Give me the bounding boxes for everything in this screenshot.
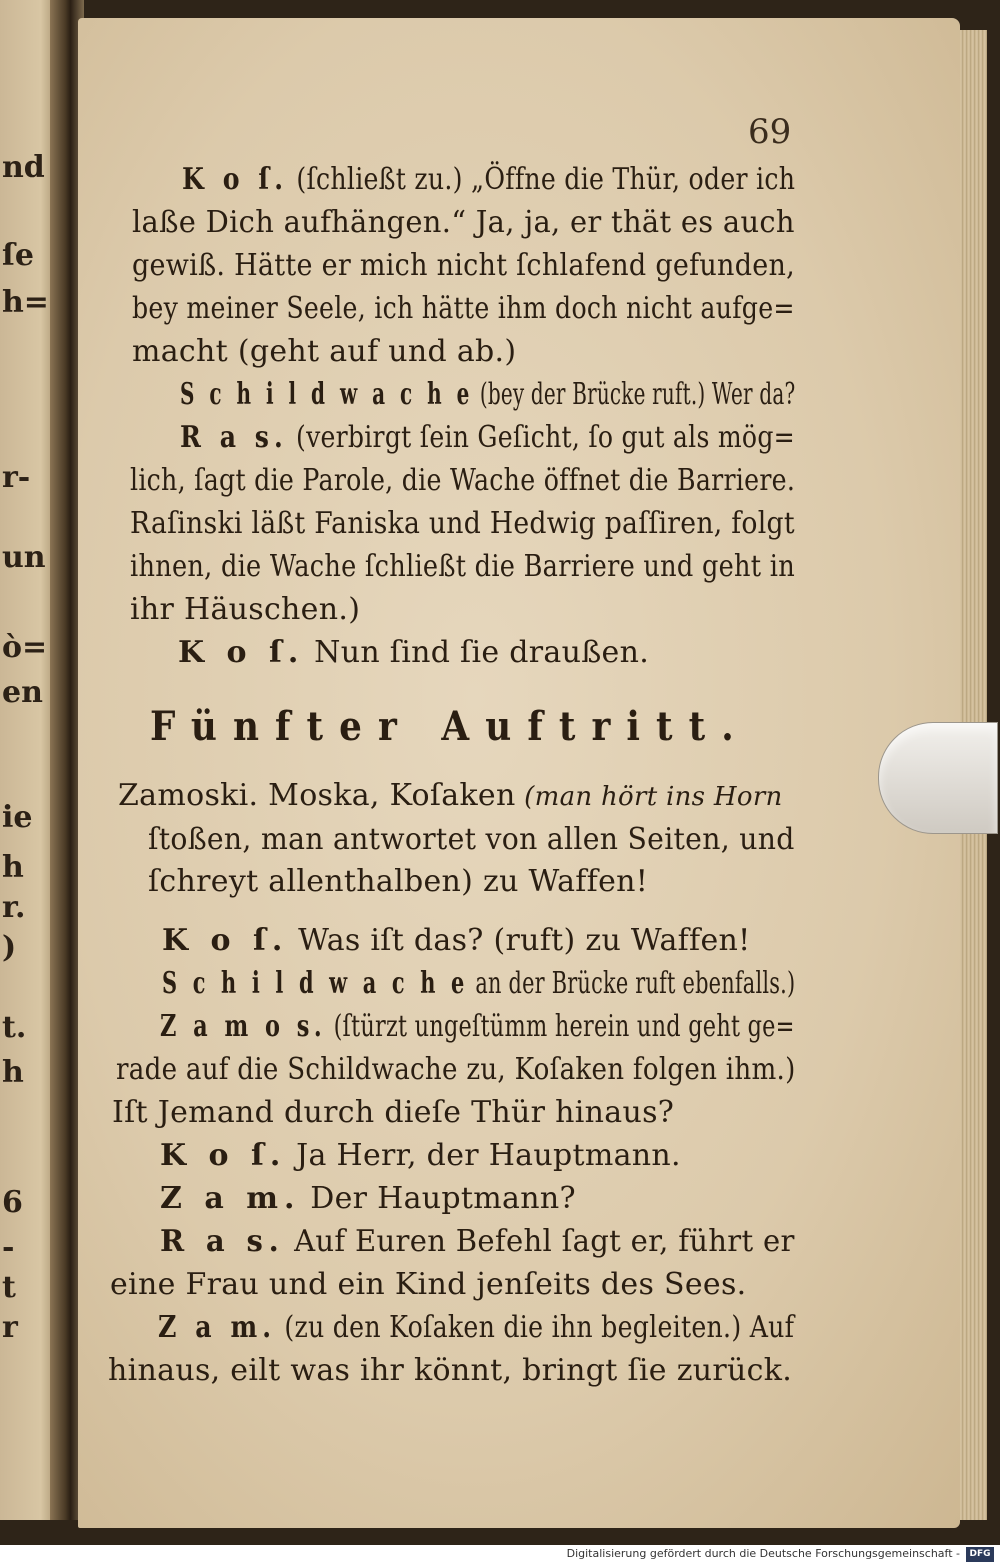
text-line	[162, 966, 795, 1001]
footer-credit: Digitalisierung gefördert durch die Deutsche Forschungsgemeinschaft -	[566, 1547, 960, 1560]
left-fragment: nd	[2, 150, 45, 185]
text-line: laße Dich aufhängen.“ Ja, ja, er thät es auch	[132, 205, 795, 240]
left-fragment: r-	[2, 460, 31, 495]
text-line: hinaus, eilt was ihr könnt, bringt ſie zurück.	[108, 1353, 793, 1388]
left-fragment: un	[2, 540, 46, 575]
speaker-name: K o ſ.	[162, 923, 289, 958]
speaker-name: Z a m.	[160, 1181, 301, 1216]
character-list: Zamoski. Moska, Koſaken	[118, 778, 516, 813]
text-line: gewiß. Hätte er mich nicht ſchlafend gefunden,	[132, 248, 796, 283]
text-line: ihr Häuschen.)	[130, 592, 361, 627]
left-fragment: h	[2, 850, 24, 885]
text-line	[180, 420, 795, 455]
line-text: Auf Euren Befehl ſagt er, führt er	[284, 1224, 795, 1259]
text-line	[160, 1181, 576, 1216]
line-text: (bey der Brücke ruft.) Wer da?	[473, 377, 796, 412]
text-line	[160, 1138, 681, 1173]
speaker-name: S c h i l d w a c h e	[162, 966, 469, 1001]
left-fragment: r.	[2, 890, 26, 925]
left-fragment: en	[2, 675, 43, 710]
left-fragment: h	[2, 1055, 24, 1090]
speaker-name: S c h i l d w a c h e	[180, 377, 474, 412]
speaker-name: K o ſ.	[182, 162, 289, 197]
line-text: Ja Herr, der Hauptmann.	[286, 1138, 681, 1173]
text-line	[160, 1009, 795, 1044]
line-text: Der Hauptmann?	[300, 1181, 576, 1216]
text-line	[160, 1224, 795, 1259]
line-text: Was iſt das? (ruft) zu Waffen!	[288, 923, 751, 958]
text-line	[178, 635, 649, 670]
line-text: (zu den Koſaken die ihn begleiten.) Auf	[276, 1310, 795, 1345]
left-fragment: ò=	[2, 630, 48, 665]
left-fragment: ie	[2, 800, 33, 835]
text-line: ihnen, die Wache ſchließt die Barriere und geht in	[130, 549, 795, 584]
text-line: Raſinski läßt Faniska und Hedwig paſſiren, folgt	[130, 506, 795, 541]
left-fragment: ſe	[2, 238, 34, 273]
text-line: Iſt Jemand durch dieſe Thür hinaus?	[112, 1095, 675, 1130]
left-fragment: h=	[2, 285, 49, 320]
text-line: ſtoßen, man antwortet von allen Seiten, und	[148, 822, 795, 857]
text-line	[158, 1310, 794, 1345]
footer-bar	[0, 1545, 1000, 1565]
text-line: eine Frau und ein Kind jenſeits des Sees.	[110, 1267, 747, 1302]
left-fragment: t	[2, 1270, 16, 1305]
text-line: rade auf die Schildwache zu, Koſaken folgen ihm.)	[116, 1052, 796, 1087]
speaker-name: R a s.	[180, 420, 288, 455]
stage-direction: (man hört ins Horn	[515, 782, 783, 812]
text-line: ſchreyt allenthalben) zu Waffen!	[148, 864, 649, 899]
scene-heading: Fünfter Auftritt.	[150, 703, 750, 750]
text-line	[162, 923, 750, 958]
speaker-name: Z a m.	[158, 1310, 277, 1345]
text-line: lich, ſagt die Parole, die Wache öffnet die Barriere.	[130, 463, 796, 498]
left-fragment: -	[2, 1230, 15, 1265]
line-text: (ſchließt zu.) „Öffne die Thür, oder ich	[288, 162, 796, 197]
text-line: bey meiner Seele, ich hätte ihm doch nicht aufge=	[132, 291, 795, 326]
line-text: (verbirgt ſein Geſicht, ſo gut als mög=	[287, 420, 795, 455]
speaker-name: R a s.	[160, 1224, 285, 1259]
dfg-logo: DFG	[966, 1547, 994, 1562]
text-line: macht (geht auf und ab.)	[132, 334, 517, 369]
text-line	[118, 778, 783, 813]
left-fragment: 6	[2, 1185, 23, 1220]
line-text: (ſtürzt ungeſtümm herein und geht ge=	[326, 1009, 795, 1044]
text-line	[182, 162, 795, 197]
text-line	[180, 377, 795, 412]
speaker-name: Z a m o s.	[160, 1009, 327, 1044]
left-fragment: r	[2, 1310, 18, 1345]
left-fragment: )	[2, 930, 17, 965]
speaker-name: K o ſ.	[178, 635, 305, 670]
speaker-name: K o ſ.	[160, 1138, 287, 1173]
page-number: 69	[748, 112, 792, 152]
line-text: Nun ſind ſie draußen.	[304, 635, 650, 670]
line-text: an der Brücke ruft ebenfalls.)	[468, 966, 796, 1001]
left-fragment: t.	[2, 1010, 27, 1045]
